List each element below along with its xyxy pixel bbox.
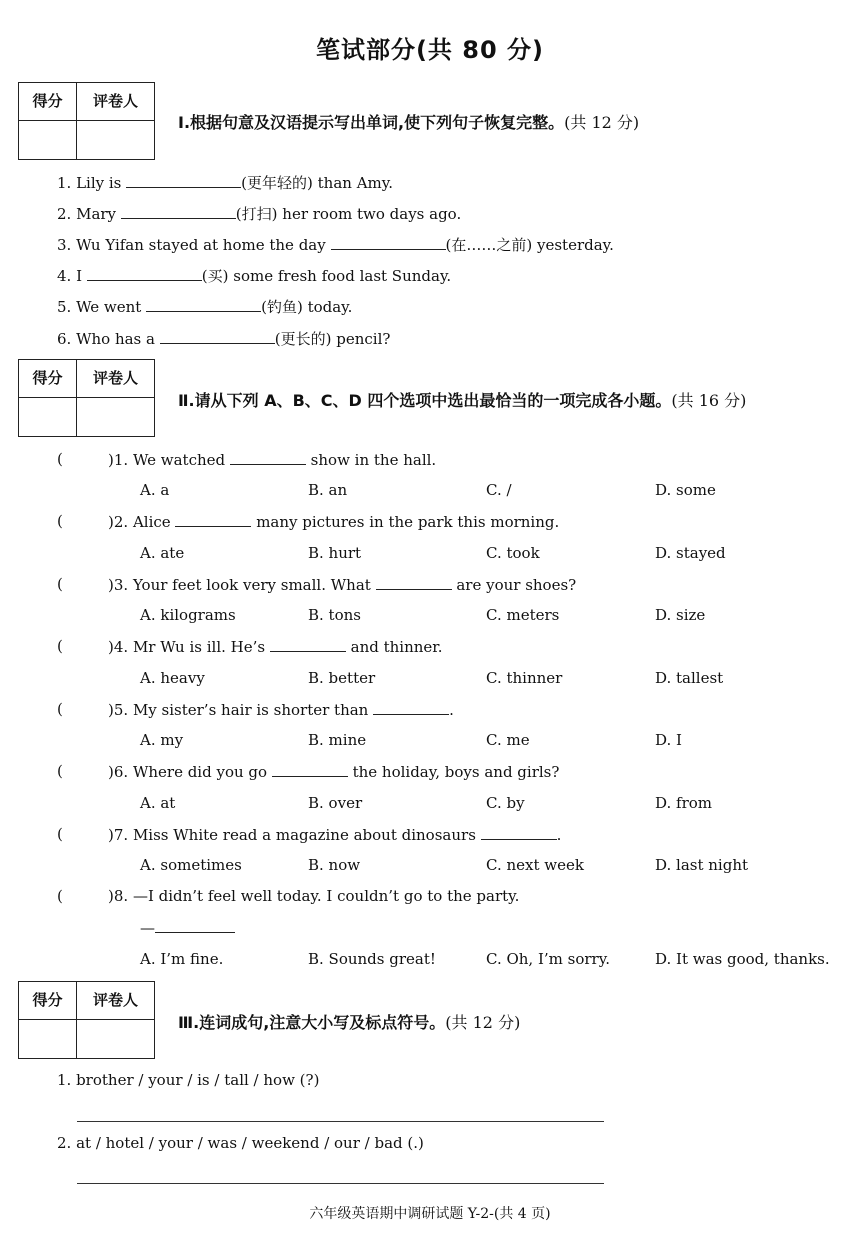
score-label: 得分 <box>19 83 77 121</box>
answer-blank[interactable] <box>331 235 446 250</box>
option-b: B. an <box>308 481 348 499</box>
question-text: and thinner. <box>345 638 443 656</box>
question-4 <box>108 637 443 656</box>
option-a: A. a <box>140 481 170 499</box>
question-text: Where did you go <box>132 763 272 781</box>
option-c: C. by <box>486 794 525 812</box>
section1-item <box>57 328 390 349</box>
question-text: are your shoes? <box>451 576 577 594</box>
question-6 <box>108 762 559 781</box>
section2-points: (共 16 分) <box>671 391 747 410</box>
option-c: C. thinner <box>486 669 563 687</box>
question-3 <box>108 575 576 594</box>
score-label: 得分 <box>19 982 77 1020</box>
option-d: D. I <box>655 731 682 749</box>
option-c: C. / <box>486 481 512 499</box>
chinese-hint: (买) <box>201 267 229 285</box>
section3-item: 2. at / hotel / your / was / weekend / our / bad (.) <box>57 1134 424 1152</box>
section3-heading <box>178 1010 520 1033</box>
section1-heading-text: Ⅰ.根据句意及汉语提示写出单词,使下列句子恢复完整。 <box>178 113 565 132</box>
question-text: Alice <box>132 513 176 531</box>
grader-label: 评卷人 <box>77 83 154 121</box>
item-text: 2. Mary <box>57 205 121 223</box>
answer-line[interactable] <box>77 1183 604 1184</box>
score-label: 得分 <box>19 360 77 398</box>
question-text: many pictures in the park this morning. <box>251 513 560 531</box>
item-text: today. <box>302 298 353 316</box>
section1-points: (共 12 分) <box>564 113 640 132</box>
option-d: D. tallest <box>655 669 724 687</box>
option-a: A. ate <box>140 544 185 562</box>
question-paren: ( <box>57 637 63 655</box>
question-text: show in the hall. <box>305 451 437 469</box>
grader-label: 评卷人 <box>77 360 154 398</box>
question-7 <box>108 825 561 844</box>
question-paren: ( <box>57 575 63 593</box>
question-5 <box>108 700 454 719</box>
chinese-hint: (更长的) <box>274 330 332 348</box>
grader-cell[interactable] <box>77 398 154 436</box>
option-c: C. me <box>486 731 530 749</box>
item-text: yesterday. <box>532 236 614 254</box>
question-text: Miss White read a magazine about dinosaurs <box>132 826 481 844</box>
score-cell[interactable] <box>19 398 77 436</box>
answer-blank[interactable] <box>230 450 306 465</box>
question-text: the holiday, boys and girls? <box>347 763 560 781</box>
question-text: Your feet look very small. What <box>132 576 376 594</box>
reply-dash: — <box>140 919 155 937</box>
section1-item <box>57 296 352 317</box>
item-text: 5. We went <box>57 298 147 316</box>
answer-blank[interactable] <box>87 266 202 281</box>
question-1 <box>108 450 436 469</box>
option-a: A. heavy <box>140 669 205 687</box>
answer-blank[interactable] <box>175 512 251 527</box>
option-c: C. Oh, I’m sorry. <box>486 950 610 968</box>
question-8 <box>108 887 519 905</box>
grader-cell[interactable] <box>77 121 154 159</box>
grader-cell[interactable] <box>77 1020 154 1058</box>
question-text: . <box>556 826 562 844</box>
option-c: C. took <box>486 544 540 562</box>
score-box <box>18 359 155 437</box>
page-footer: 六年级英语期中调研试题 Y-2-(共 4 页) <box>309 1206 551 1222</box>
section2-heading <box>178 388 746 411</box>
question-number: )4. <box>108 638 133 656</box>
page-title: 笔试部分(共 80 分) <box>315 36 545 64</box>
chinese-hint: (钓鱼) <box>261 298 303 316</box>
option-b: B. now <box>308 856 361 874</box>
option-c: C. next week <box>486 856 584 874</box>
option-d: D. last night <box>655 856 749 874</box>
question-paren: ( <box>57 700 63 718</box>
chinese-hint: (在……之前) <box>445 236 533 254</box>
section3-points: (共 12 分) <box>445 1013 521 1032</box>
chinese-hint: (更年轻的) <box>241 174 313 192</box>
option-a: A. sometimes <box>140 856 242 874</box>
answer-blank[interactable] <box>270 637 346 652</box>
item-text: 3. Wu Yifan stayed at home the day <box>57 236 331 254</box>
score-cell[interactable] <box>19 1020 77 1058</box>
question-number: )8. <box>108 887 133 905</box>
option-b: B. tons <box>308 606 361 624</box>
question-paren: ( <box>57 887 63 905</box>
answer-blank[interactable] <box>155 918 235 933</box>
option-b: B. over <box>308 794 363 812</box>
question-number: )1. <box>108 451 133 469</box>
section3-heading-text: Ⅲ.连词成句,注意大小写及标点符号。 <box>178 1013 446 1032</box>
question-text: . <box>449 701 454 719</box>
question-text: My sister’s hair is shorter than <box>132 701 374 719</box>
answer-blank[interactable] <box>272 762 348 777</box>
answer-blank[interactable] <box>126 173 241 188</box>
score-cell[interactable] <box>19 121 77 159</box>
chinese-hint: (打扫) <box>235 205 278 223</box>
option-c: C. meters <box>486 606 560 624</box>
section3-item: 1. brother / your / is / tall / how (?) <box>57 1071 320 1089</box>
option-b: B. Sounds great! <box>308 950 436 968</box>
answer-blank[interactable] <box>373 700 449 715</box>
section1-item <box>57 234 614 255</box>
answer-blank[interactable] <box>376 575 452 590</box>
question-number: )2. <box>108 513 133 531</box>
grader-label: 评卷人 <box>77 982 154 1020</box>
score-box <box>18 981 155 1059</box>
score-box <box>18 82 155 160</box>
item-text: than Amy. <box>312 174 393 192</box>
item-text: some fresh food last Sunday. <box>228 267 452 285</box>
option-a: A. my <box>140 731 184 749</box>
answer-blank[interactable] <box>146 297 261 312</box>
answer-line[interactable] <box>77 1121 604 1122</box>
option-d: D. It was good, thanks. <box>655 950 830 968</box>
question-number: )5. <box>108 701 133 719</box>
question-paren: ( <box>57 450 63 468</box>
item-text: her room two days ago. <box>277 205 462 223</box>
option-b: B. hurt <box>308 544 362 562</box>
section1-item <box>57 265 451 286</box>
option-d: D. from <box>655 794 713 812</box>
option-a: A. kilograms <box>140 606 236 624</box>
option-d: D. size <box>655 606 706 624</box>
item-text: 4. I <box>57 267 87 285</box>
question-number: )6. <box>108 763 133 781</box>
question-text: Mr Wu is ill. He’s <box>132 638 270 656</box>
section1-item <box>57 203 461 224</box>
question-2 <box>108 512 559 531</box>
option-a: A. at <box>140 794 176 812</box>
question-text: We watched <box>132 451 230 469</box>
item-text: 1. Lily is <box>57 174 127 192</box>
option-d: D. some <box>655 481 716 499</box>
option-a: A. I’m fine. <box>140 950 224 968</box>
question-text: —I didn’t feel well today. I couldn’t go to the party. <box>132 887 520 905</box>
option-b: B. mine <box>308 731 367 749</box>
question-number: )3. <box>108 576 133 594</box>
item-text: pencil? <box>331 330 391 348</box>
option-d: D. stayed <box>655 544 726 562</box>
question-paren: ( <box>57 825 63 843</box>
question-paren: ( <box>57 512 63 530</box>
section2-heading-text: Ⅱ.请从下列 A、B、C、D 四个选项中选出最恰当的一项完成各小题。 <box>178 391 672 410</box>
answer-blank[interactable] <box>481 825 557 840</box>
answer-blank[interactable] <box>160 329 275 344</box>
item-text: 6. Who has a <box>57 330 160 348</box>
section1-item <box>57 172 393 193</box>
reply-line <box>140 918 235 937</box>
answer-blank[interactable] <box>121 204 236 219</box>
question-paren: ( <box>57 762 63 780</box>
option-b: B. better <box>308 669 376 687</box>
section1-heading <box>178 110 639 133</box>
question-number: )7. <box>108 826 133 844</box>
